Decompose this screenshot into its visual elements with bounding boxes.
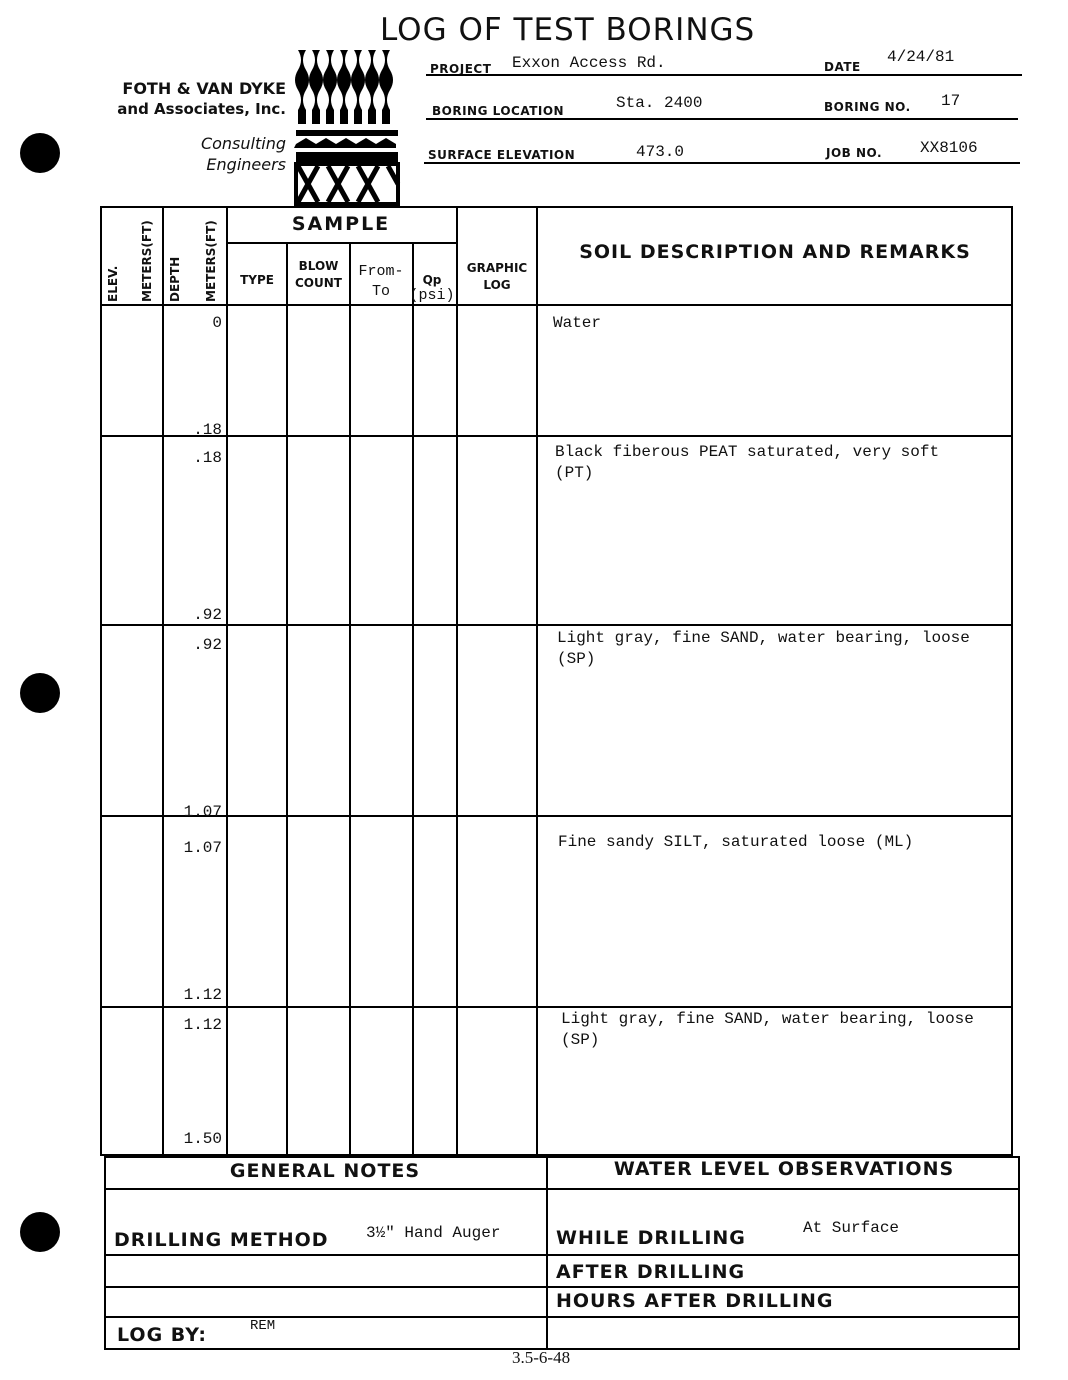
layer-description-line1: Water — [553, 314, 602, 332]
log-header: LOG — [483, 278, 511, 292]
notes-divider — [546, 1156, 548, 1350]
layer-divider — [100, 435, 1013, 437]
layer-depth-bottom: 1.07 — [183, 803, 222, 821]
sample-header-rule — [226, 242, 456, 244]
project-value: Exxon Access Rd. — [512, 54, 666, 72]
layer-depth-top: 1.07 — [183, 839, 222, 857]
qp-label: Qp — [422, 273, 442, 287]
layer-description — [557, 628, 970, 670]
boring-no-value: 17 — [941, 92, 961, 110]
layer-description — [555, 442, 939, 484]
company-tagline — [201, 133, 286, 175]
layer-depth-bottom: .92 — [193, 606, 222, 624]
log-by-value: REM — [250, 1318, 276, 1334]
job-no-value: XX8106 — [920, 139, 978, 157]
elev-units-header: METERS(FT) — [140, 220, 154, 302]
drilling-method-value: 3½" Hand Auger — [366, 1224, 501, 1242]
surface-elevation-label: SURFACE ELEVATION — [428, 148, 576, 162]
layer-description — [561, 1009, 974, 1051]
header-rule — [426, 118, 1018, 120]
form-number: 3.5-6-48 — [512, 1348, 571, 1367]
type-header: TYPE — [240, 273, 274, 287]
layer-depth-bottom: 1.50 — [183, 1130, 222, 1148]
layer-depth-top: .92 — [193, 636, 222, 654]
company-name-line2: and Associates, Inc. — [117, 100, 286, 118]
drilling-method-label: DRILLING METHOD — [114, 1229, 329, 1251]
company-logo — [294, 48, 402, 206]
depth-units-header: METERS(FT) — [204, 220, 218, 302]
blow-header: BLOW — [298, 259, 339, 273]
project-label: PROJECT — [430, 62, 492, 76]
layer-description — [553, 313, 601, 334]
notes-header-rule — [104, 1188, 1020, 1190]
column-divider — [456, 206, 458, 1156]
general-notes-heading: GENERAL NOTES — [229, 1160, 421, 1182]
graphic-header: GRAPHIC — [466, 261, 528, 275]
boring-location-value: Sta. 2400 — [616, 94, 703, 112]
graphic-log-header — [458, 260, 536, 294]
header-bottom-rule — [100, 304, 1013, 306]
depth-header: DEPTH — [168, 256, 182, 302]
job-no-label: JOB NO. — [826, 146, 883, 160]
count-header: COUNT — [295, 276, 342, 290]
page-title: LOG OF TEST BORINGS — [380, 12, 756, 48]
punch-hole — [20, 673, 60, 713]
to-header: To — [371, 283, 390, 300]
qp-header — [406, 272, 458, 303]
punch-hole — [20, 1212, 60, 1252]
layer-description-line1: Fine sandy SILT, saturated loose (ML) — [558, 833, 914, 851]
hours-after-drilling-label: HOURS AFTER DRILLING — [556, 1290, 834, 1312]
column-divider — [162, 206, 164, 1156]
while-drilling-value: At Surface — [803, 1219, 900, 1237]
layer-depth-top: 1.12 — [183, 1016, 222, 1034]
layer-divider — [100, 815, 1013, 817]
log-by-label: LOG BY: — [117, 1324, 207, 1346]
company-tag-line2: Engineers — [206, 155, 286, 174]
layer-divider — [100, 1006, 1013, 1008]
layer-depth-top: .18 — [193, 449, 222, 467]
header-rule — [426, 74, 1022, 76]
sample-header: SAMPLE — [291, 213, 391, 235]
column-divider — [226, 206, 228, 1156]
column-divider — [349, 244, 351, 1156]
notes-section — [104, 1156, 1020, 1350]
notes-rule — [104, 1254, 1020, 1256]
psi-label: (psi) — [409, 287, 455, 304]
date-value: 4/24/81 — [887, 48, 955, 66]
layer-description-line2: (SP) — [557, 650, 596, 668]
date-label: DATE — [824, 60, 861, 74]
layer-depth-bottom: 1.12 — [183, 986, 222, 1004]
while-drilling-label: WHILE DRILLING — [556, 1227, 746, 1249]
soil-description-header: SOIL DESCRIPTION AND REMARKS — [579, 241, 971, 263]
blow-count-header — [288, 258, 349, 292]
layer-description-line1: Light gray, fine SAND, water bearing, loose — [561, 1010, 974, 1028]
company-tag-line1: Consulting — [200, 134, 286, 153]
boring-location-label: BORING LOCATION — [432, 104, 565, 118]
notes-rule — [104, 1316, 1020, 1318]
column-divider — [286, 244, 288, 1156]
company-name — [117, 78, 286, 120]
layer-description-line1: Black fiberous PEAT saturated, very soft — [555, 443, 940, 461]
layer-description — [558, 832, 913, 853]
layer-divider — [100, 624, 1013, 626]
elev-header: ELEV. — [106, 265, 120, 302]
from-to-header — [351, 262, 411, 302]
water-level-heading: WATER LEVEL OBSERVATIONS — [613, 1158, 955, 1180]
notes-rule — [104, 1286, 1020, 1288]
layer-depth-top: 0 — [212, 314, 222, 332]
surface-elevation-value: 473.0 — [636, 143, 685, 161]
header-rule — [424, 162, 1020, 164]
layer-description-line1: Light gray, fine SAND, water bearing, loose — [557, 629, 970, 647]
boring-no-label: BORING NO. — [824, 100, 911, 114]
column-divider — [536, 206, 538, 1156]
layer-description-line2: (PT) — [555, 464, 594, 482]
after-drilling-label: AFTER DRILLING — [556, 1261, 746, 1283]
layer-depth-bottom: .18 — [193, 421, 222, 439]
from-header: From- — [358, 263, 404, 280]
company-name-line1: FOTH & VAN DYKE — [122, 79, 286, 98]
layer-description-line2: (SP) — [561, 1031, 600, 1049]
punch-hole — [20, 133, 60, 173]
column-divider — [412, 244, 414, 1156]
